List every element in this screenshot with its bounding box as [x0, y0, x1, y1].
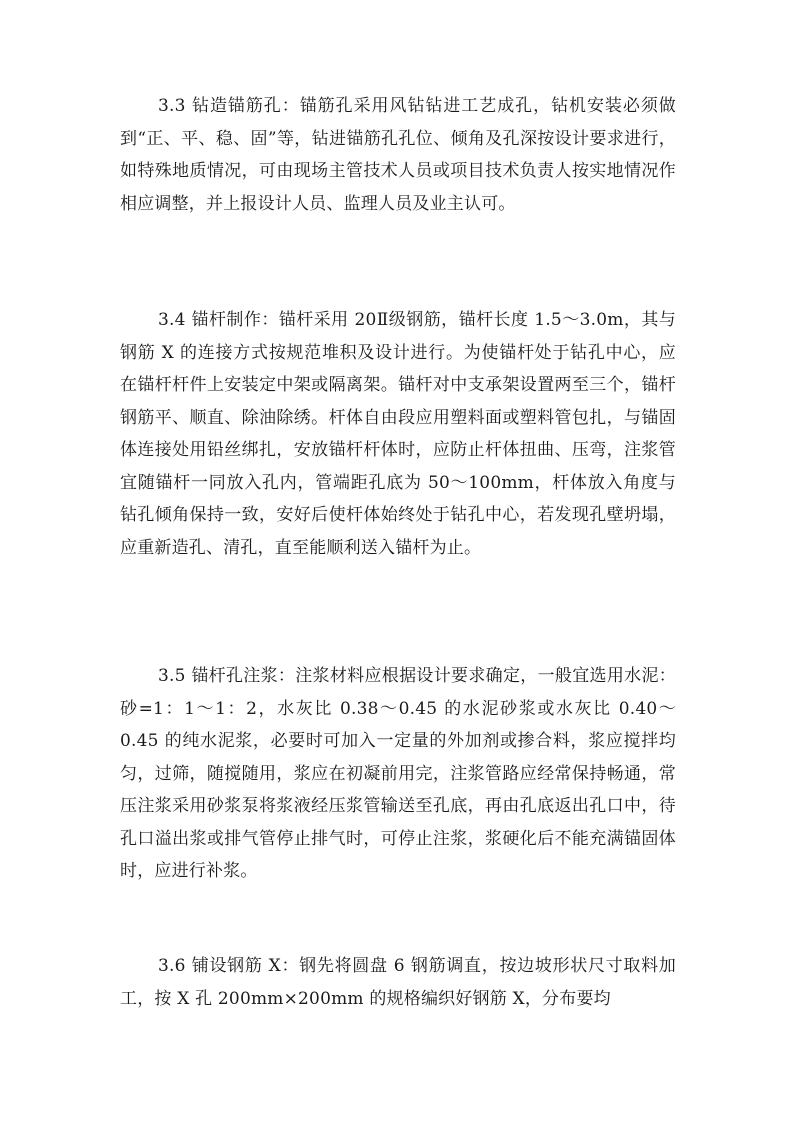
paragraph-3-6: 3.6 铺设钢筋 X：钢先将圆盘 6 钢筋调直，按边坡形状尺寸取料加工，按 X 孔 200mm×200mm 的规格编织好钢筋 X，分布要均: [120, 956, 676, 1009]
paragraph-3-4: 3.4 锚杆制作：锚杆采用 20Ⅱ级钢筋，锚杆长度 1.5～3.0m，其与钢筋 X 的连接方式按规范堆积及设计进行。为使锚杆处于钻孔中心，应在锚杆杆件上安装定中架或隔离架。锚杆对中支承架设置两至三个，锚杆钢筋平、顺直、除油除绣。杆体自由段应用塑料面或塑料管包扎，与锚固体连接处用铅丝绑扎，安放锚杆杆体时，应防止杆体扭曲、压弯，注浆管宜随锚杆一同放入孔内，管端距孔底为 50～100mm，杆体放入角度与钻孔倾角保持一致，安好后使杆体始终处于钻孔中心，若发现孔壁坍塌，应重新造孔、清孔，直至能顺利送入锚杆为止。: [120, 310, 676, 558]
paragraph-3-3: 3.3 钻造锚筋孔：锚筋孔采用风钻钻进工艺成孔，钻机安装必须做到“正、平、稳、固”等，钻进锚筋孔孔位、倾角及孔深按设计要求进行，如特殊地质情况，可由现场主管技术人员或项目技术负责人按实地情况作相应调整，并上报设计人员、监理人员及业主认可。: [120, 96, 676, 214]
paragraph-3-5: 3.5 锚杆孔注浆：注浆材料应根据设计要求确定，一般宜选用水泥：砂=1：1～1：2，水灰比 0.38～0.45 的水泥砂浆或水灰比 0.40～0.45 的纯水泥浆，必要时可加入一定量的外加剂或掺合料，浆应搅拌均匀，过筛，随搅随用，浆应在初凝前用完，注浆管路应经常保持畅通，常压注浆采用砂浆泵将浆液经压浆管输送至孔底，再由孔底返出孔口中，待孔口溢出浆或排气管停止排气时，可停止注浆，浆硬化后不能充满锚固体时，应进行补浆。: [120, 666, 676, 881]
